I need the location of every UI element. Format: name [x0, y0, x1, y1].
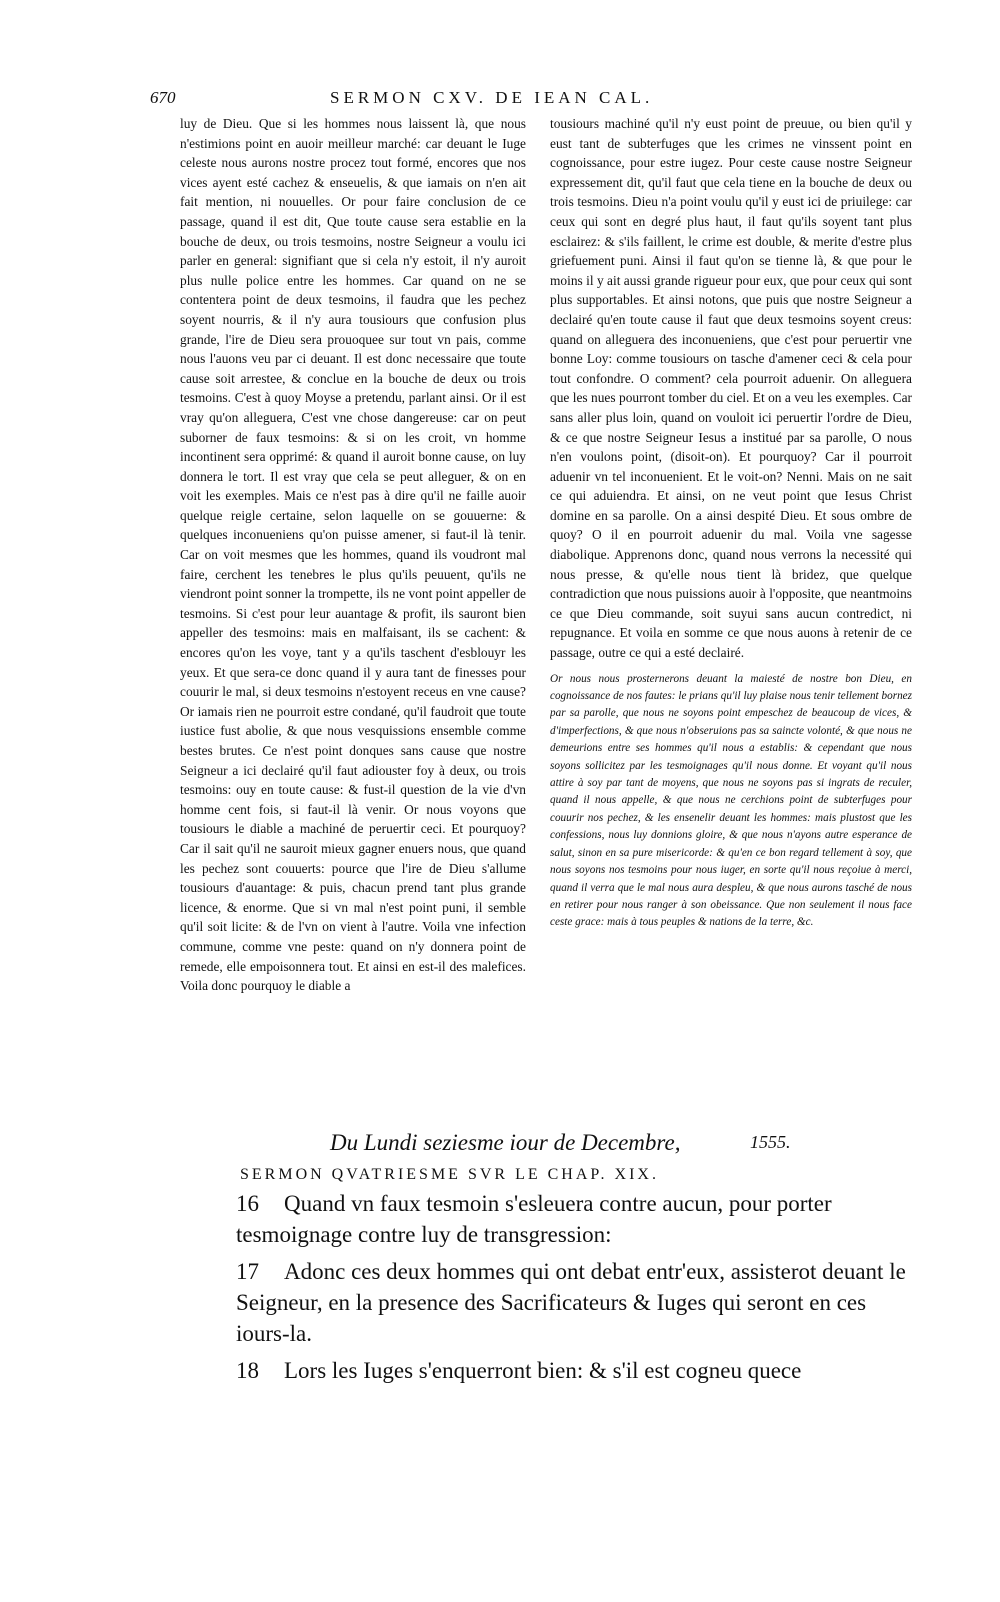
verse [236, 1355, 912, 1386]
sermon-title: SERMON QVATRIESME SVR LE CHAP. XIX. [240, 1166, 659, 1183]
verse [236, 1188, 912, 1250]
left-column-text: luy de Dieu. Que si les hommes nous laissent là, que nous n'estimions point en auoir meilleur marché: car deuant le Iuge celeste nous aurons nostre procez tout formé, encores que nos vices ayent esté cachez & enseuelis, & que iamais on n'en ait fait mention, ni nouuelles. Or pour faire conclusion de ce passage, quand il est dit, Que toute cause sera establie en la bouche de deux, ou trois tesmoins, nostre Seigneur a voulu ici parler en general: signifiant que si cela n'y estoit, il n'y auroit plus nulle police entre les hommes. Car quand on ne se contentera point de deux tesmoins, il faudra que les pechez soyent nourris, & il n'y aura tousiours que confusion plus grande, l'ire de Dieu sera prouoquee sur tout vn pais, comme nous l'auons veu par ci deuant. Il est donc necessaire que toute cause soit arrestee, & conclue en la bouche de deux ou trois tesmoins. C'est à quoy Moyse a pretendu, parlant ainsi. Or il est vray qu'on alleguera, C'est vne chose dangereuse: car on peut suborner de faux tesmoins: & si on les croit, vn homme incontinent sera opprimé: & quand il auroit bonne cause, on luy donnera le tort. Il est vray que cela se peut alleguer, & on en voit les exemples. Mais ce n'est pas à dire qu'il ne faille auoir quelque reigle certaine, selon laquelle on se gouuerne: & quelques inconueniens qu'on puisse amener, si faut-il là tenir. Car on voit mesmes que les hommes, quand ils voudront mal faire, cerchent les tenebres le plus qu'ils peuuent, qu'ils ne viendront point sonner la trompette, ils ne vont point appeller de tesmoins. Si c'est pour leur auantage & profit, ils sauront bien appeller des tesmoins: mais en malfaisant, ils se cachent: & encores qu'on les voye, tant y a qu'ils taschent d'esblouyr les yeux. Et que sera-ce donc quand il y aura tant de finesses pour couurir le mal, si deux tesmoins n'estoyent receus en vne cause? Or iamais rien ne pourroit estre condané, qu'il faudroit que toute iustice fust abolie, & que nous vesquissions ensemble comme bestes brutes. Ce n'est point donques sans cause que nostre Seigneur a ici declairé qu'il faut adiouster foy à deux, ou trois tesmoins: ouy en toute cause: & fust-il question de la vie d'vn homme cent fois, si faut-il là venir. Or nous voyons que tousiours le diable a machiné de peruertir ceci. Et pourquoy? Car il sait qu'il ne sauroit mieux gagner enuers nous, que quand les pechez sont couuerts: pource que l'ire de Dieu s'allume tousiours d'auantage: & puis, chacun prend tant plus grande licence, & enorme. Que si vn mal n'est point puni, il semble qu'il soit licite: & de l'vn on vient à l'autre. Voila vne infection commune, comme vne peste: quand on n'y donnera point de remede, elle empoisonnera tout. Et ainsi en est-il des malefices. Voila donc pourquoy le diable a [180, 116, 526, 994]
sermon-dateline [330, 1130, 890, 1156]
verse-text: Quand vn faux tesmoin s'esleuera contre aucun, pour porter tesmoignage contre luy de transgression: [236, 1191, 832, 1247]
verse-number: 16 [236, 1191, 259, 1216]
page-number: 670 [150, 88, 176, 107]
verse-number: 18 [236, 1358, 259, 1383]
closing-prayer: Or nous nous prosternerons deuant la maiesté de nostre bon Dieu, en cognoissance de nos fautes: le prians qu'il luy plaise nous tenir tellement bornez par sa parolle, que nous ne soyons point empeschez de beaucoup de vices, & d'imperfections, & que nous n'obseruions pas sa saincte volonté, & que nous ne demeurions entre ses hommes qu'il nous a establis: & cependant que nous soyons sollicitez par les tesmoignages qu'il nous donne. Et voyant qu'il nous attire à soy par tant de moyens, que nous ne soyons pas si ingrats de reculer, quand il nous appelle, & que nous ne cerchions point de subterfuges pour couurir nos pechez, & les ensenelir deuant les hommes: mais plustost que les confessions, nous luy donnions gloire, & que nous n'ayons autre esperance de salut, sinon en sa pure misericorde: & qu'en ce bon regard tellement à soy, que nous soyons nos tesmoins pour nous iuger, en sorte qu'il nous reçoiue à merci, quand il verra que le mal nous aura despleu, & que nous aurons tasché de nous en retirer pour nous ranger à son obeissance. Que non seulement il nous face ceste grace: mais à tous peuples & nations de la terre, &c. [550, 672, 912, 929]
verse-text: Lors les Iuges s'enquerront bien: & s'il est cogneu quece [284, 1358, 802, 1383]
dateline-text: Du Lundi seziesme iour de Decembre, [330, 1130, 681, 1155]
left-column [180, 114, 526, 1132]
right-column-text: tousiours machiné qu'il n'y eust point de preuue, ou bien qu'il y eust tant de subterfuges que les crimes ne vinssent point en cognoissance, pour estre iugez. Pour ceste cause nostre Seigneur expressement dit, qu'il faut que cela tiene en la bouche de deux ou trois tesmoins. Dieu n'a point voulu qu'il y eust ici de priuilege: car ceux qui sont en degré plus haut, il faut qu'ils soyent tant plus esclairez: & s'ils faillent, le crime est double, & merite d'estre plus griefuement puni. Ainsi il faut qu'on se tienne là, & que pour le moins il y ait aussi grande rigueur pour eux, que pour ceux qui sont plus supportables. Et ainsi notons, que puis que nostre Seigneur a declairé qu'en toute cause il faut que deux tesmoins soyent creus: quand on alleguera des inconueniens, que c'est pour peruertir vne bonne Loy: comme tousiours on tasche d'amener ceci & cela pour tout confondre. O comment? cela pourroit aduenir. On alleguera que les nues pourront tomber du ciel. Et on a veu les exemples. Car sans aller plus loin, quand on vouloit ici peruertir l'ordre de Dieu, & ce que nostre Seigneur Iesus a institué par sa parolle, O nous n'en voulons point, (disoit-on). Et pourquoy? Car il pourroit aduenir vn tel inconuenient. Et le voit-on? Nenni. Mais on ne sait ce qui aduiendra. Et ainsi, on ne veut point que Iesus Christ domine en sa parolle. On a ainsi despité Dieu. Et sous ombre de quoy? O il en pourroit aduenir du mal. Voila vne sagesse diabolique. Apprenons donc, quand nous verrons la necessité qui nous presse, & qu'elle nous tient là bridez, que quelque contradiction que nous puissions auoir à l'opposite, que neantmoins ce que Dieu commande, soit suyui sans aucun contredict, ni repugnance. Et voila en somme ce que nous auons à retenir de ce passage, outre ce qui a esté declairé. [550, 116, 912, 661]
right-column [550, 114, 912, 1132]
verse [236, 1256, 912, 1349]
verse-number: 17 [236, 1259, 259, 1284]
verse-text: Adonc ces deux hommes qui ont debat entr'eux, assisterot deuant le Seigneur, en la presence des Sacrificateurs & Iuges qui seront en ces iours-la. [236, 1259, 906, 1346]
dateline-year: 1555. [750, 1132, 791, 1152]
scripture-verses [236, 1188, 912, 1392]
running-head [150, 88, 910, 112]
running-title: SERMON CXV. DE IEAN CAL. [330, 88, 654, 107]
